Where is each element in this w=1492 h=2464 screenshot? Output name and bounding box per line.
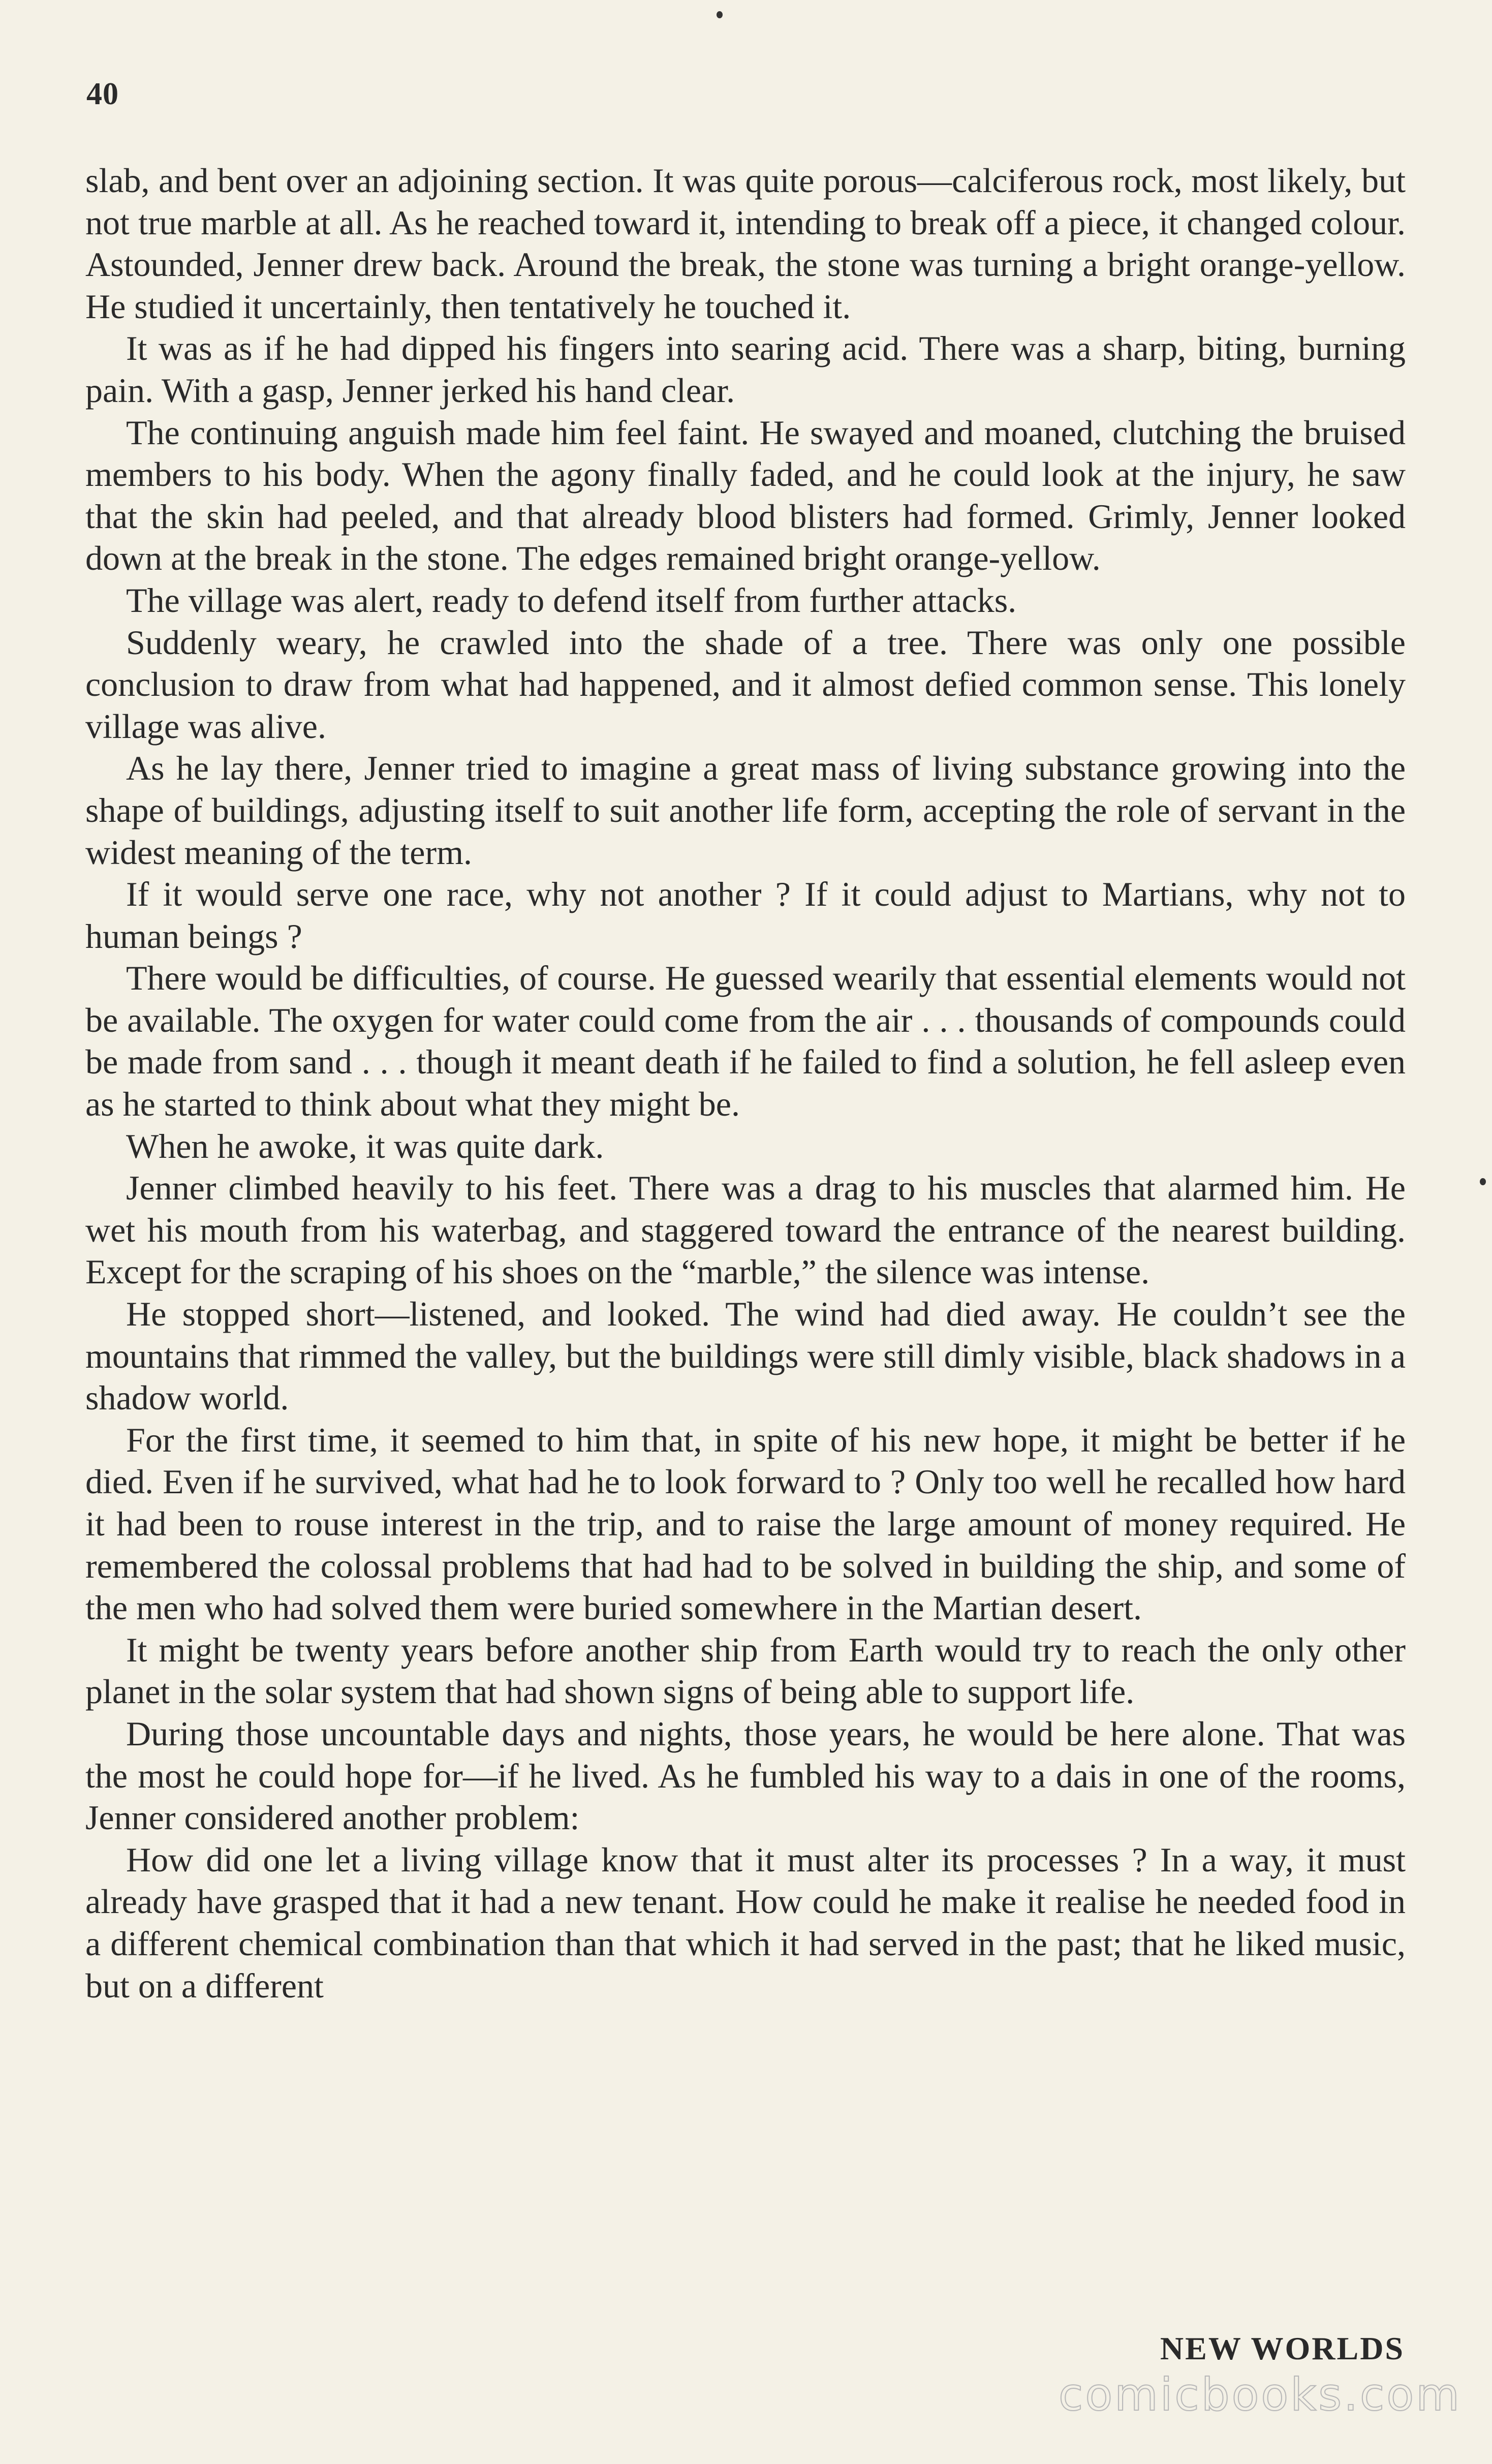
paragraph: During those uncountable days and nights, those years, he would be here alone. That was the most he could hope for—if he lived. As he fumbled his way to a dais in one of the rooms, Jenner considered another problem: — [85, 1714, 1406, 1837]
paragraph: Jenner climbed heavily to his feet. There was a drag to his muscles that alarmed him. He wet his mouth from his waterbag, and staggered toward the entrance of the nearest building. Except for the scraping of his shoes on the “marble,” the silence was intense. — [85, 1168, 1406, 1291]
paragraph: When he awoke, it was quite dark. — [126, 1126, 604, 1165]
paragraph: If it would serve one race, why not another ? If it could adjust to Martians, why not to human beings ? — [85, 875, 1406, 956]
print-speck — [717, 11, 723, 18]
paragraph: The continuing anguish made him feel faint. He swayed and moaned, clutching the bruised members to his body. When the agony finally faded, and he could look at the injury, he saw that the skin had peeled, and that already blood blisters had formed. Grimly, Jenner looked down at the break in the stone. The edges remained bright orange-yellow. — [85, 413, 1406, 578]
paragraph: The village was alert, ready to defend itself from further attacks. — [126, 580, 1017, 620]
page-number: 40 — [86, 77, 119, 111]
story-text — [85, 160, 1406, 2007]
magazine-title: NEW WORLDS — [1160, 2330, 1405, 2366]
paragraph: For the first time, it seemed to him that, in spite of his new hope, it might be better if he died. Even if he survived, what had he to look forward to ? Only too well he recalled how hard it had been to rouse interest in the trip, and to raise the large amount of money required. He remembered the colossal problems that had had to be solved in building the ship, and some of the men who had solved them were buried somewhere in the Martian desert. — [85, 1420, 1406, 1627]
paragraph: It might be twenty years before another ship from Earth would try to reach the only other planet in the solar system that had shown signs of being able to support life. — [85, 1630, 1406, 1711]
watermark: comicbooks.com — [1058, 2368, 1462, 2421]
print-speck — [1480, 1178, 1486, 1185]
paragraph: How did one let a living village know that it must alter its processes ? In a way, it must already have grasped that it had a new tenant. How could he make it realise he needed food in a different chemical combination than that which it had served in the past; that he liked music, but on a different — [85, 1840, 1406, 2005]
paragraph: It was as if he had dipped his fingers into searing acid. There was a sharp, biting, burning pain. With a gasp, Jenner jerked his hand clear. — [85, 329, 1406, 410]
paragraph: slab, and bent over an adjoining section. It was quite porous—calciferous rock, most likely, but not true marble at all. As he reached toward it, intending to break off a piece, it changed colour. Astounded, Jenner drew back. Around the break, the stone was turning a bright orange-yellow. He studied it uncertainly, then tentatively he touched it. — [85, 161, 1406, 326]
paragraph: As he lay there, Jenner tried to imagine a great mass of living substance growing into the shape of buildings, adjusting itself to suit another life form, accepting the role of servant in the widest meaning of the term. — [85, 749, 1406, 872]
paragraph: There would be difficulties, of course. He guessed wearily that essential elements would not be available. The oxygen for water could come from the air . . . thousands of compounds could be made from sand . . . though it meant death if he failed to find a solution, he fell asleep even as he started to think about what they might be. — [85, 959, 1406, 1124]
paragraph: He stopped short—listened, and looked. The wind had died away. He couldn’t see the mountains that rimmed the valley, but the buildings were still dimly visible, black shadows in a shadow world. — [85, 1295, 1406, 1418]
paragraph: Suddenly weary, he crawled into the shade of a tree. There was only one possible conclusion to draw from what had happened, and it almost defied common sense. This lonely village was alive. — [85, 623, 1406, 746]
